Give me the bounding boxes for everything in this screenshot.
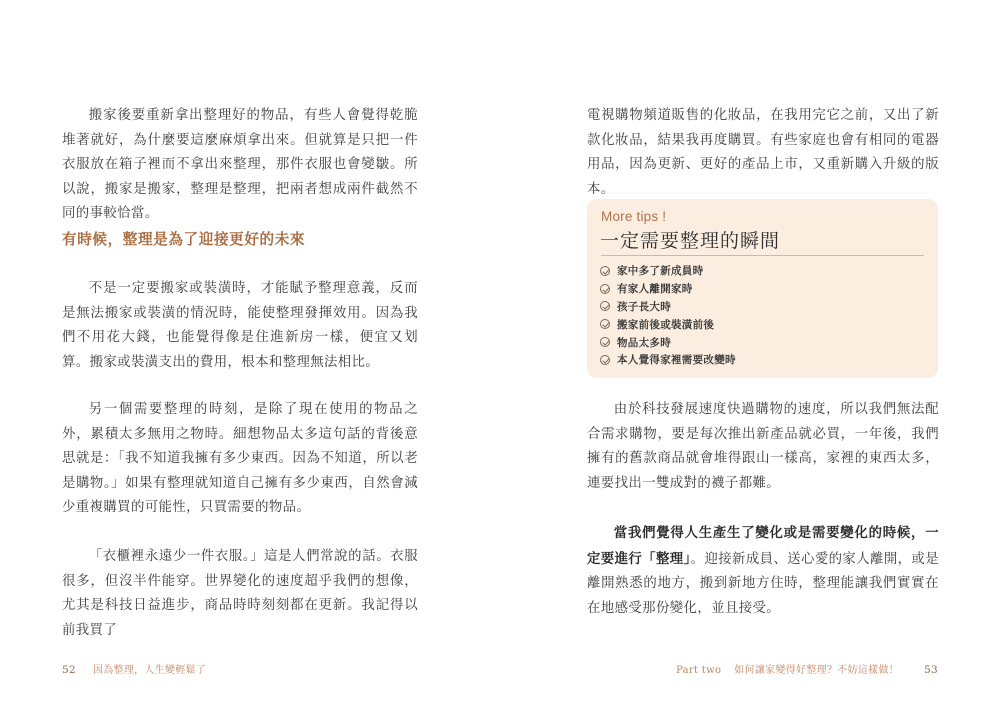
tips-title: 一定需要整理的瞬間 [600,230,781,252]
right-paragraph-3 [587,521,939,621]
tips-eyebrow: More tips ! [601,209,667,224]
right-paragraph-1: 電視購物頻道販售的化妝品，在我用完它之前，又出了新款化妝品，結果我再度購買。有些家庭也會有相同的電器用品，因為更新、更好的產品上市，又重新購入升級的版本。 [587,108,939,197]
left-footer [62,661,206,676]
left-paragraph-4-block [62,545,418,643]
tips-item-label: 搬家前後或裝潢前後 [617,318,715,331]
check-circle-icon [600,301,610,311]
right-paragraph-1-block [587,104,939,202]
right-paragraph-2: 由於科技發展速度快過購物的速度，所以我們無法配合需求購物，要是每次推出新產品就必買，一年後，我們擁有的舊款商品就會堆得跟山一樣高，家裡的東西太多，連要找出一雙成對的襪子都難。 [587,402,939,491]
left-page-number: 52 [62,664,76,676]
left-paragraph-3-block [62,398,418,521]
check-circle-icon [600,319,610,329]
left-paragraph-2-block [62,277,418,375]
left-running-title: 因為整理，人生變輕鬆了 [92,665,207,676]
tips-item-label: 物品太多時 [617,336,671,349]
tips-item [600,280,736,298]
tips-item-label: 家中多了新成員時 [617,265,704,278]
tips-item-label: 有家人離開家時 [617,283,693,296]
right-paragraph-2-block [587,398,939,496]
check-circle-icon [600,337,610,347]
tips-item-label: 孩子長大時 [617,300,671,313]
tips-item [600,333,736,351]
tips-item [600,351,736,369]
tips-item [600,315,736,333]
right-page-number: 53 [924,664,938,676]
right-running-title: 如何讓家變得好整理？不妨這樣做！ [734,665,900,676]
right-footer [676,661,938,676]
tips-list [600,262,736,369]
check-circle-icon [600,266,610,276]
right-paragraph-3-rest: 。迎接新成員、送心愛的家人離開，或是離開熟悉的地方，搬到新地方住時，整理能讓我們實實在在地感受那份變化，並且接受。 [587,551,939,616]
right-paragraph-3-emphasis: 當我們覺得人生產生了變化或是需要變化的時候，一定要進行「整理」 [587,525,939,567]
right-footer-part: Part two [676,665,722,676]
tips-item [600,298,736,316]
left-paragraph-1: 搬家後要重新拿出整理好的物品，有些人會覺得乾脆堆著就好，為什麼要這麼麻煩拿出來。但就算是只把一件衣服放在箱子裡而不拿出來整理，那件衣服也會變皺。所以說，搬家是搬家，整理是整理，把兩者想成兩件截然不同的事較恰當。 [62,108,418,221]
check-circle-icon [600,355,610,365]
check-circle-icon [600,284,610,294]
tips-box [587,199,938,378]
left-paragraph-1-block [62,104,418,227]
section-heading: 有時候，整理是為了迎接更好的未來 [62,231,306,248]
tips-divider [601,255,924,256]
left-paragraph-4: 「衣櫃裡永遠少一件衣服。」這是人們常說的話。衣服很多，但沒半件能穿。世界變化的速度超乎我們的想像，尤其是科技日益進步，商品時時刻刻都在更新。我記得以前我買了 [62,549,418,638]
tips-item-label: 本人覺得家裡需要改變時 [617,354,736,367]
left-paragraph-3: 另一個需要整理的時刻，是除了現在使用的物品之外，累積太多無用之物時。細想物品太多這句話的背後意思就是：「我不知道我擁有多少東西。因為不知道，所以老是購物。」如果有整理就知道自己擁有多少東西，自然會減少重複購買的可能性，只買需要的物品。 [62,402,418,515]
tips-item [600,262,736,280]
right-paragraph-3-block [587,521,939,621]
left-paragraph-2: 不是一定要搬家或裝潢時，才能賦予整理意義，反而是無法搬家或裝潢的情況時，能使整理發揮效用。因為我們不用花大錢，也能覺得像是住進新房一樣，便宜又划算。搬家或裝潢支出的費用，根本和整理無法相比。 [62,281,418,370]
